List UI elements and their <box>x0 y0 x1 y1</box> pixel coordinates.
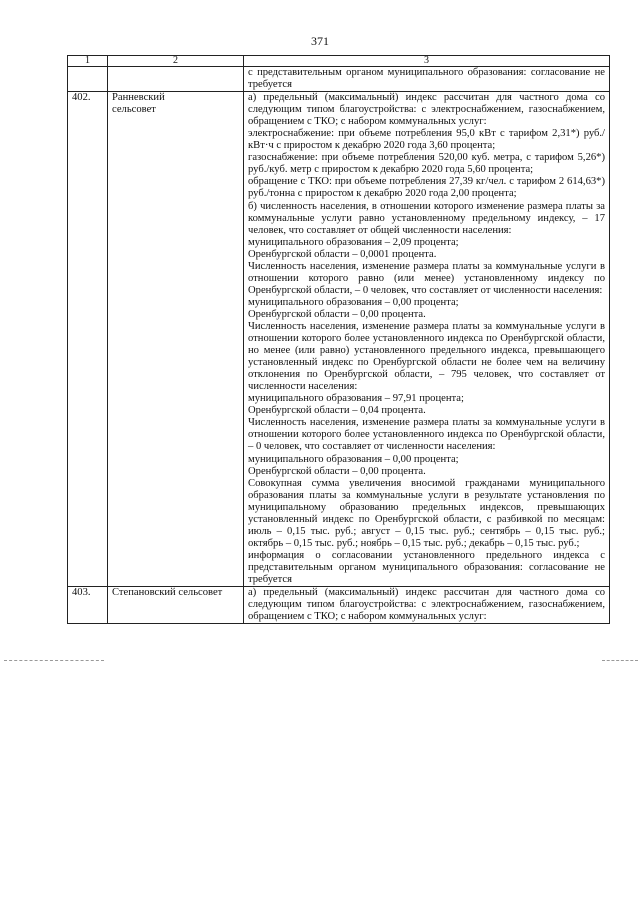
table-row <box>68 587 610 624</box>
table-header-row <box>68 56 610 67</box>
cell-name: Степановский сельсовет <box>108 587 244 624</box>
cell-num: 402. <box>68 92 108 587</box>
cell-name <box>108 67 244 92</box>
document-table <box>67 55 610 624</box>
table-row-continuation <box>68 67 610 92</box>
scan-mark-left <box>4 660 104 661</box>
cell-name: Ранневский сельсовет <box>108 92 244 587</box>
scan-mark-right <box>602 660 638 661</box>
table-row <box>68 92 610 587</box>
header-col-2: 2 <box>108 56 244 67</box>
cell-num <box>68 67 108 92</box>
header-col-1: 1 <box>68 56 108 67</box>
cell-num: 403. <box>68 587 108 624</box>
header-col-3: 3 <box>244 56 610 67</box>
cell-text: а) предельный (максимальный) индекс рассчитан для частного дома со следующим типом благоустройства: с электроснабжением, газоснабжением, обращением с ТКО; с набором коммунальных услуг: электроснабжение: при объеме потребления 95,0 кВт с тарифом 2,31*) руб./кВт·ч с приростом к декабрю 2020 года 3,60 процента; газоснабжение: при объеме потребления 520,00 куб. метра, с тарифом 5,26*) руб./куб. метр с приростом к декабрю 2020 года 5,60 процента; обращение с ТКО: при объеме потребления 27,39 кг/чел. с тарифом 2 614,63*) руб./тонна с приростом к декабрю 2020 года 2,00 процента; б) численность населения, в отношении которого изменение размера платы за коммунальные услуги равно установленному предельному индексу, – 17 человек, что составляет от общей численности населения: муниципального образования – 2,09 процента; Оренбургской области – 0,0001 процента. Численность населения, изменение размера платы за коммунальные услуги в отношении которого равно (или менее) установленному индексу по Оренбургской области, – 0 человек, что составляет от численности населения: муниципального образования – 0,00 процента; Оренбургской области – 0,00 процента. Численность населения, изменение размера платы за коммунальные услуги в отношении которого более установленного индекса по Оренбургской области, но менее (или равно) установленного предельного индекса, превышающего установленный индекс по Оренбургской области не более чем на величину отклонения по Оренбургской области, – 795 человек, что составляет от численности населения: муниципального образования – 97,91 процента; Оренбургской области – 0,04 процента. Численность населения, изменение размера платы за коммунальные услуги в отношении которого более установленного индекса по Оренбургской области, – 0 человек, что составляет от численности населения: муниципального образования – 0,00 процента; Оренбургской области – 0,00 процента. Совокупная сумма увеличения вносимой гражданами муниципального образования платы за коммунальные услуги в результате установления по муниципальному образованию предельных индексов, превышающих установленный индекс по Оренбургской области, с разбивкой по месяцам: июль – 0,15 тыс. руб.; август – 0,15 тыс. руб.; сентябрь – 0,15 тыс. руб.; октябрь – 0,15 тыс. руб.; ноябрь – 0,15 тыс. руб.; декабрь – 0,15 тыс. руб.; информация о согласовании установленного предельного индекса с представительным органом муниципального образования: согласование не требуется <box>244 92 610 587</box>
cell-text: а) предельный (максимальный) индекс рассчитан для частного дома со следующим типом благоустройства: с электроснабжением, газоснабжением, обращением с ТКО; с набором коммунальных услуг: <box>244 587 610 624</box>
cell-text: с представительным органом муниципального образования: согласование не требуется <box>244 67 610 92</box>
page-number: 371 <box>311 34 329 48</box>
